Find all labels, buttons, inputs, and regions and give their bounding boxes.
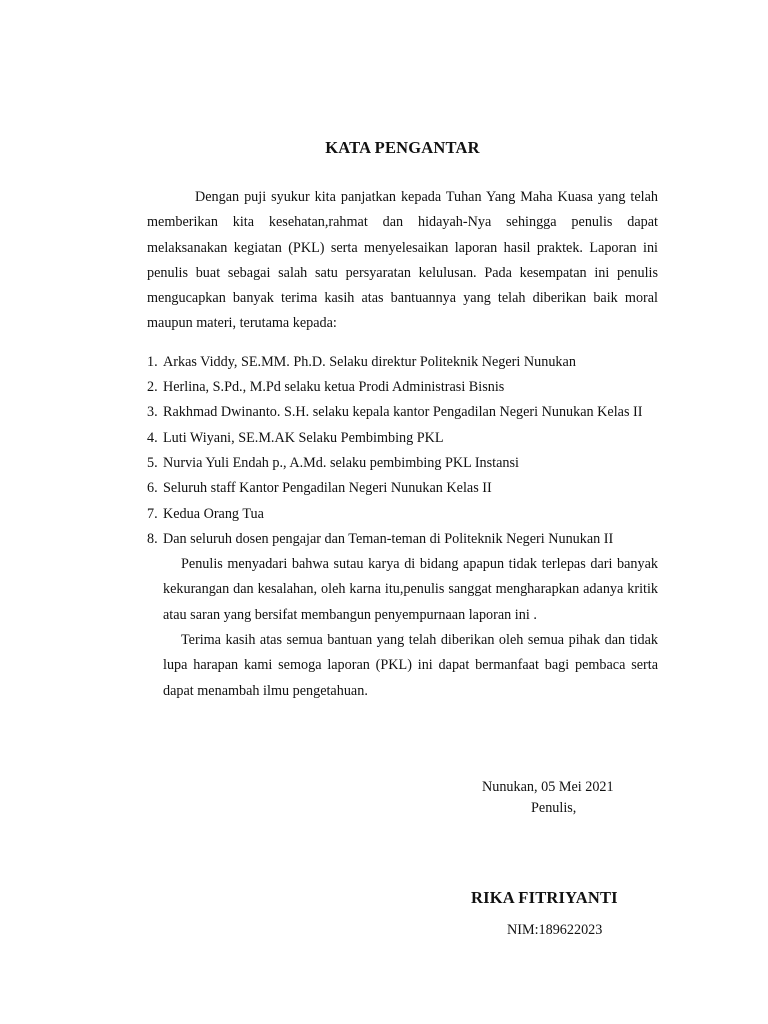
document-title: KATA PENGANTAR [325,138,480,157]
list-item-number: 4. [147,429,158,446]
list-item-number: 8. [147,530,158,547]
list-item [147,451,658,476]
place-date: Nunukan, 05 Mei 2021 [482,779,614,795]
acknowledgement-list [147,350,658,552]
list-item [147,400,658,425]
list-item-number: 6. [147,480,158,497]
list-item [147,375,658,400]
list-item [147,350,658,375]
list-item-text: Kedua Orang Tua [163,505,264,522]
list-item-text: Herlina, S.Pd., M.Pd selaku ketua Prodi Administrasi Bisnis [163,379,505,396]
list-item-number: 7. [147,505,158,522]
list-item-text: Dan seluruh dosen pengajar dan Teman-teman di Politeknik Negeri Nunukan II [163,530,614,547]
author-nim: NIM:189622023 [507,922,603,938]
closing-paragraph-2: Terima kasih atas semua bantuan yang telah diberikan oleh semua pihak dan tidak lupa harapan kami semoga laporan (PKL) ini dapat bermanfaat bagi pembaca serta dapat menambah ilmu pengetahuan. [163,632,658,699]
list-item-number: 5. [147,454,158,471]
list-item-number: 1. [147,353,158,370]
list-item [147,502,658,527]
list-item [147,527,658,552]
list-item [147,426,658,451]
list-item-number: 2. [147,379,158,396]
list-item-text: Luti Wiyani, SE.M.AK Selaku Pembimbing PKL [163,429,444,446]
list-item-text: Seluruh staff Kantor Pengadilan Negeri Nunukan Kelas II [163,480,492,497]
list-item-text: Rakhmad Dwinanto. S.H. selaku kepala kantor Pengadilan Negeri Nunukan Kelas II [163,404,643,421]
closing-paragraph-1: Penulis menyadari bahwa sutau karya di bidang apapun tidak terlepas dari banyak kekurangan dan kesalahan, oleh karna itu,penulis sanggat mengharapkan adanya kritik atau saran yang bersifat membangun penyempurnaan laporan ini . [163,556,658,623]
intro-paragraph: Dengan puji syukur kita panjatkan kepada Tuhan Yang Maha Kuasa yang telah memberikan kita kesehatan,rahmat dan hidayah-Nya sehingga penulis dapat melaksanakan kegiatan (PKL) serta menyelesaikan laporan hasil praktek. Laporan ini penulis buat sebagai salah satu persyaratan kelulusan. Pada kesempatan ini penulis mengucapkan banyak terima kasih atas bantuannya yang telah diberikan baik moral maupun materi, terutama kepada: [147,189,658,332]
author-name: RIKA FITRIYANTI [471,888,618,907]
signature-role: Penulis, [531,800,577,816]
closing-block [163,552,658,704]
list-item-text: Nurvia Yuli Endah p., A.Md. selaku pembimbing PKL Instansi [163,454,519,471]
list-item [147,476,658,501]
document-body [147,185,658,704]
list-item-number: 3. [147,404,158,421]
list-item-text: Arkas Viddy, SE.MM. Ph.D. Selaku direktur Politeknik Negeri Nunukan [163,353,576,370]
